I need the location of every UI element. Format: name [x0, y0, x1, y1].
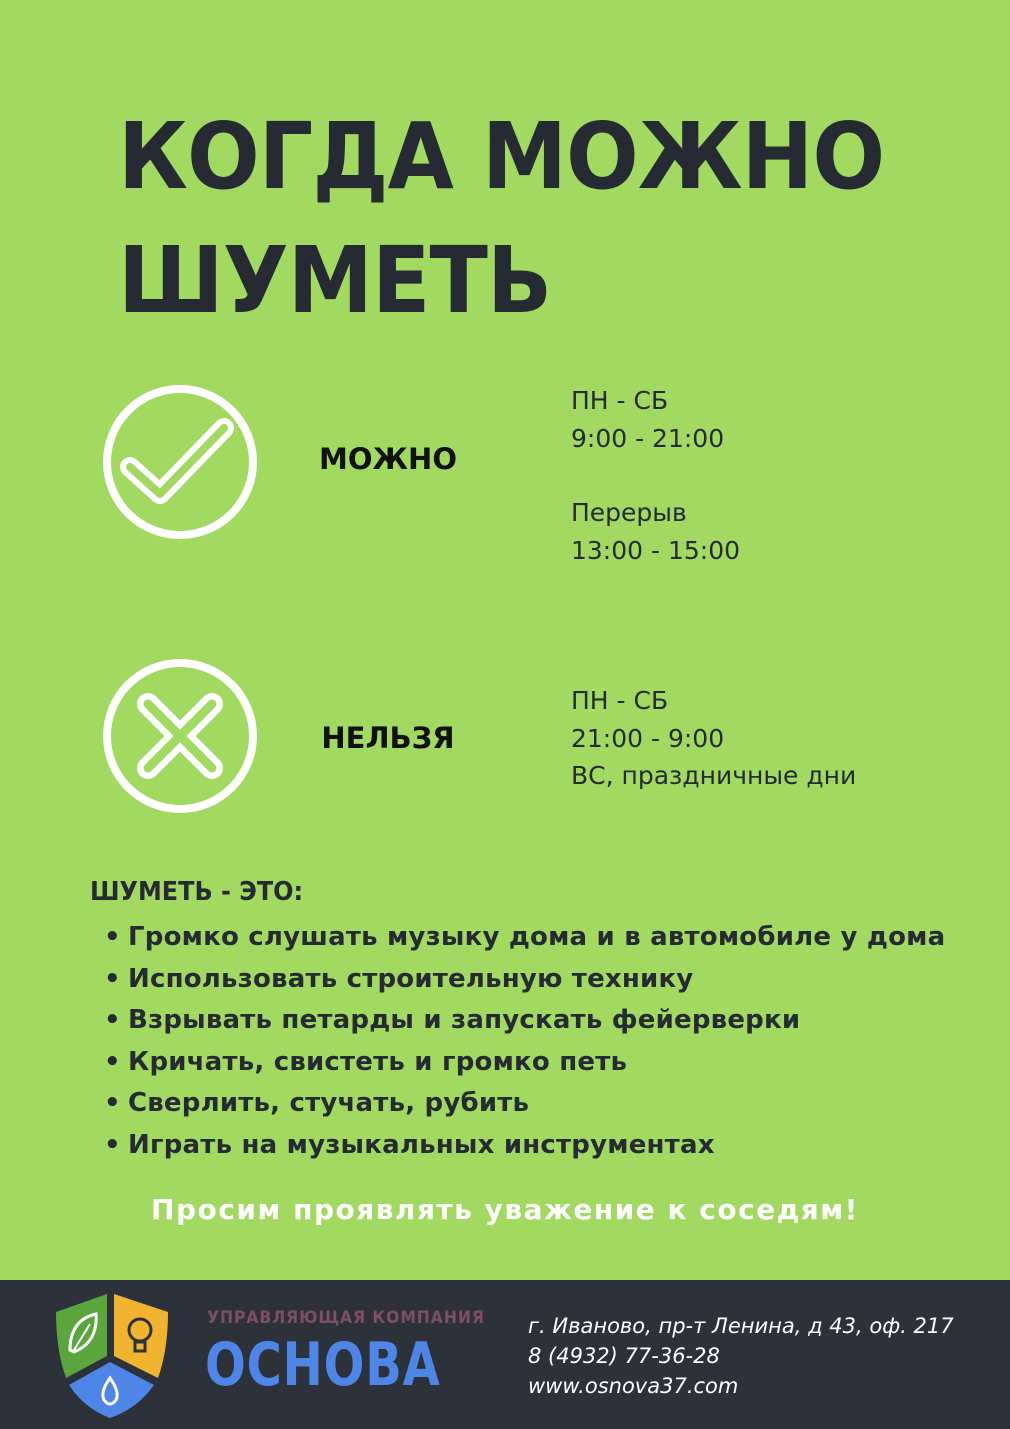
allowed-schedule: [571, 382, 740, 569]
list-item: • Играть на музыкальных инструментах: [104, 1129, 715, 1160]
noise-heading: ШУМЕТЬ - ЭТО:: [90, 877, 304, 907]
title-line-2: ШУМЕТЬ: [118, 227, 552, 334]
break-label: Перерыв: [571, 498, 687, 527]
list-item: • Сверлить, стучать, рубить: [104, 1088, 530, 1118]
forbidden-extra: ВС, праздничные дни: [571, 761, 857, 790]
contacts: [528, 1311, 954, 1401]
list-item: • Громко слушать музыку дома и в автомобиле у дома: [104, 922, 946, 952]
brand-subtitle: УПРАВЛЯЮЩАЯ КОМПАНИЯ: [207, 1308, 485, 1328]
phone: 8 (4932) 77-36-28: [528, 1344, 720, 1368]
allowed-hours: 9:00 - 21:00: [571, 423, 725, 453]
forbidden-schedule: [571, 682, 856, 795]
allowed-section: [0, 380, 1010, 620]
page-title: [118, 95, 936, 343]
forbidden-label: НЕЛЬЗЯ: [321, 721, 455, 755]
list-item: • Взрывать петарды и запускать фейерверки: [104, 1005, 801, 1035]
shield-logo-icon: [52, 1290, 172, 1420]
brand-name: ОСНОВА: [205, 1330, 441, 1400]
forbidden-section: [0, 658, 1010, 828]
address: г. Иваново, пр-т Ленина, д 43, оф. 217: [528, 1314, 954, 1338]
allowed-days: ПН - СБ: [571, 386, 669, 415]
title-line-1: КОГДА МОЖНО: [118, 103, 885, 210]
list-item: • Кричать, свистеть и громко петь: [104, 1046, 628, 1077]
website-link[interactable]: www.osnova37.com: [528, 1374, 739, 1398]
check-circle-icon: [100, 382, 260, 542]
break-hours: 13:00 - 15:00: [571, 535, 741, 565]
noise-list: [104, 917, 984, 1166]
forbidden-days: ПН - СБ: [571, 686, 669, 715]
appeal-text: Просим проявлять уважение к соседям!: [151, 1193, 859, 1226]
allowed-label: МОЖНО: [319, 442, 457, 476]
list-item: • Использовать строительную технику: [104, 963, 694, 994]
forbidden-hours: 21:00 - 9:00: [571, 723, 725, 753]
footer: [0, 1280, 1010, 1429]
cross-circle-icon: [100, 658, 260, 818]
